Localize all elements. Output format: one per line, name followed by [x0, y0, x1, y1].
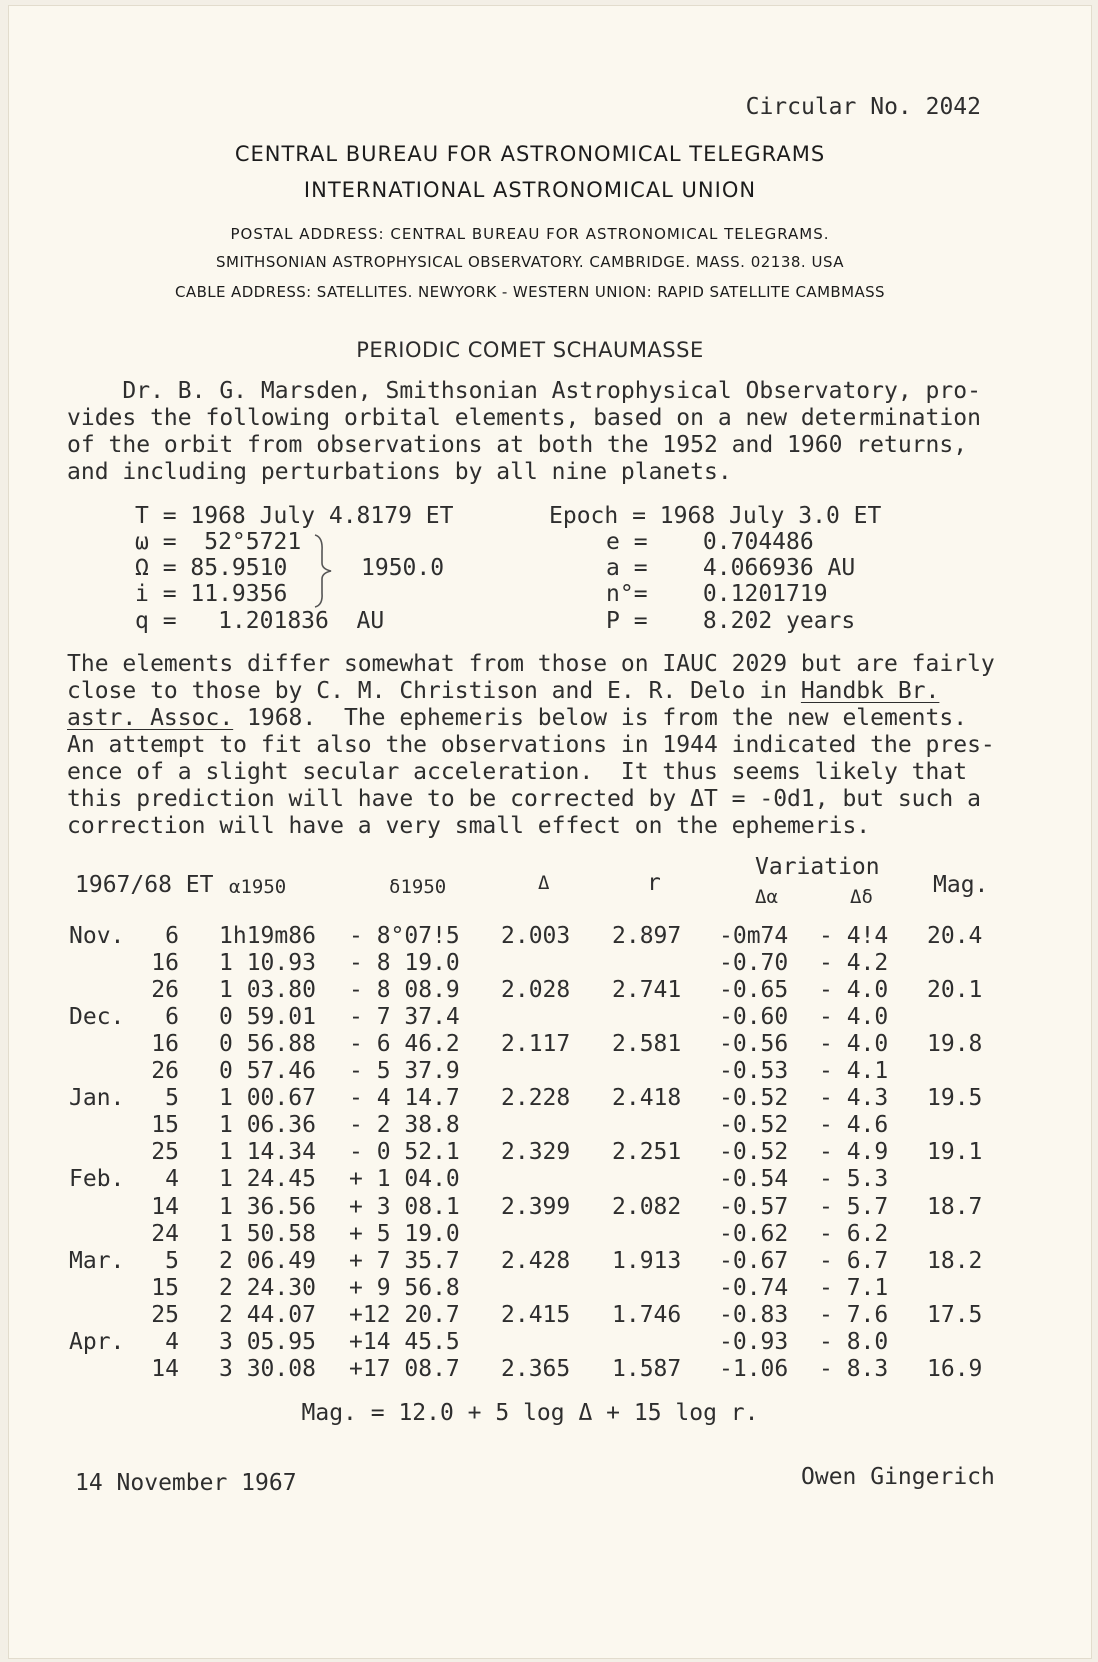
intro-line-2: vides the following orbital elements, based on a new determination	[67, 405, 981, 431]
col-header-delta: Δ	[538, 872, 550, 894]
col-header-ddec: Δδ	[850, 886, 873, 908]
row-ddec: - 6.7	[819, 1247, 889, 1274]
row-mag: 19.1	[927, 1139, 983, 1166]
row-dec: - 5 37.9	[349, 1058, 460, 1085]
row-ra: 0 59.01	[219, 1004, 316, 1031]
row-day: 4	[165, 1166, 179, 1193]
row-day: 6	[165, 923, 179, 949]
col-header-variation: Variation	[755, 854, 880, 880]
table-row	[9, 1166, 1049, 1193]
row-ra: 0 56.88	[219, 1031, 316, 1058]
row-dra: -0.74	[719, 1274, 789, 1301]
row-dra: -0.65	[719, 977, 789, 1004]
element-e: e = 0.704486	[606, 529, 814, 555]
row-dec: - 8°07!5	[349, 923, 460, 949]
table-row	[9, 1275, 1049, 1302]
row-dra: -1.06	[719, 1355, 789, 1382]
row-dec: + 3 08.1	[349, 1193, 460, 1220]
row-ra: 1 14.34	[219, 1139, 316, 1166]
journal-title-part-1: Handbk Br.	[800, 678, 940, 704]
row-ddec: - 7.1	[819, 1274, 889, 1301]
table-row	[9, 923, 1049, 950]
row-dec: - 6 46.2	[349, 1031, 460, 1058]
row-ddec: - 5.3	[819, 1166, 889, 1193]
postal-address-line-2: SMITHSONIAN ASTROPHYSICAL OBSERVATORY. CAMBRIDGE. MASS. 02138. USA	[215, 253, 845, 271]
row-day: 26	[151, 977, 179, 1004]
row-r: 2.251	[612, 1139, 682, 1166]
row-ra: 1 10.93	[219, 950, 316, 977]
table-row	[9, 1031, 1049, 1058]
row-dec: +12 20.7	[349, 1301, 460, 1328]
row-dec: + 5 19.0	[349, 1220, 460, 1247]
row-r: 2.741	[612, 977, 682, 1004]
col-header-dec: δ1950	[389, 876, 447, 898]
table-row	[9, 1302, 1049, 1329]
row-delta: 2.117	[501, 1031, 571, 1058]
row-dec: - 0 52.1	[349, 1139, 460, 1166]
row-delta: 2.329	[501, 1139, 571, 1166]
row-mag: 19.5	[927, 1085, 983, 1112]
row-ra: 1 06.36	[219, 1112, 316, 1139]
row-ddec: - 8.0	[819, 1328, 889, 1355]
row-dra: -0.67	[719, 1247, 789, 1274]
table-row	[9, 1085, 1049, 1112]
table-row	[9, 950, 1049, 977]
row-ra: 1h19m86	[219, 923, 316, 949]
row-month: Jan.	[69, 1085, 125, 1112]
row-month: Apr.	[69, 1328, 125, 1355]
issue-date: 14 November 1967	[75, 1470, 297, 1496]
row-dec: +17 08.7	[349, 1355, 460, 1382]
table-row	[9, 1004, 1049, 1031]
discussion-line-7: correction will have a very small effect on the ephemeris.	[67, 813, 871, 839]
discussion-line-3-text: 1968. The ephemeris below is from the new elements.	[233, 705, 968, 731]
row-dec: + 1 04.0	[349, 1166, 460, 1193]
row-ra: 1 36.56	[219, 1193, 316, 1220]
row-day: 25	[151, 1301, 179, 1328]
intro-line-1: Dr. B. G. Marsden, Smithsonian Astrophysical Observatory, pro-	[67, 378, 981, 404]
row-mag: 17.5	[927, 1301, 983, 1328]
row-delta: 2.415	[501, 1301, 571, 1328]
row-month: Mar.	[69, 1247, 125, 1274]
row-ddec: - 4!4	[819, 923, 889, 949]
element-P: P = 8.202 years	[606, 608, 856, 634]
article-title: PERIODIC COMET SCHAUMASSE	[356, 338, 704, 362]
row-ddec: - 4.0	[819, 1031, 889, 1058]
discussion-line-2	[67, 678, 939, 704]
table-row	[9, 1139, 1049, 1166]
row-dra: -0.54	[719, 1166, 789, 1193]
element-q: q = 1.201836 AU	[135, 608, 385, 634]
discussion-line-6: this prediction will have to be corrected by ΔT = -0d1, but such a	[67, 786, 981, 812]
row-mag: 20.4	[927, 923, 983, 949]
table-row	[9, 1221, 1049, 1248]
row-ddec: - 6.2	[819, 1220, 889, 1247]
row-ddec: - 4.9	[819, 1139, 889, 1166]
row-delta: 2.228	[501, 1085, 571, 1112]
row-dra: -0.53	[719, 1058, 789, 1085]
table-row	[9, 1329, 1049, 1356]
table-row	[9, 1058, 1049, 1085]
row-ra: 3 05.95	[219, 1328, 316, 1355]
discussion-line-1: The elements differ somewhat from those on IAUC 2029 but are fairly	[67, 651, 995, 677]
bureau-name: CENTRAL BUREAU FOR ASTRONOMICAL TELEGRAMS	[234, 142, 826, 166]
col-header-mag: Mag.	[933, 872, 989, 898]
element-T: T = 1968 July 4.8179 ET	[135, 503, 454, 529]
row-mag: 19.8	[927, 1031, 983, 1058]
row-delta: 2.428	[501, 1247, 571, 1274]
row-r: 1.913	[612, 1247, 682, 1274]
row-dec: + 7 35.7	[349, 1247, 460, 1274]
row-day: 5	[165, 1247, 179, 1274]
row-day: 24	[151, 1220, 179, 1247]
col-header-dra: Δα	[755, 886, 778, 908]
row-dec: - 8 19.0	[349, 950, 460, 977]
row-day: 26	[151, 1058, 179, 1085]
element-i: i = 11.9356	[135, 581, 288, 607]
element-epoch: Epoch = 1968 July 3.0 ET	[549, 503, 882, 529]
circular-page	[9, 6, 1091, 1658]
magnitude-formula: Mag. = 12.0 + 5 log Δ + 15 log r.	[301, 1400, 759, 1426]
col-header-date: 1967/68 ET	[75, 872, 214, 898]
row-r: 2.581	[612, 1031, 682, 1058]
row-ra: 2 24.30	[219, 1274, 316, 1301]
row-month: Dec.	[69, 1004, 125, 1031]
row-ra: 1 50.58	[219, 1220, 316, 1247]
row-day: 14	[151, 1193, 179, 1220]
row-dec: - 7 37.4	[349, 1004, 460, 1031]
row-dra: -0.52	[719, 1139, 789, 1166]
intro-line-4: and including perturbations by all nine planets.	[67, 459, 732, 485]
row-dra: -0.83	[719, 1301, 789, 1328]
row-ddec: - 4.2	[819, 950, 889, 977]
element-node: Ω = 85.9510	[135, 555, 288, 581]
row-dra: -0.52	[719, 1085, 789, 1112]
element-n: n°= 0.1201719	[606, 581, 828, 607]
postal-address-line-1: POSTAL ADDRESS: CENTRAL BUREAU FOR ASTRONOMICAL TELEGRAMS.	[230, 225, 830, 243]
journal-title-part-2: astr. Assoc.	[67, 705, 234, 731]
row-dra: -0.62	[719, 1220, 789, 1247]
row-dec: +14 45.5	[349, 1328, 460, 1355]
row-r: 1.746	[612, 1301, 682, 1328]
row-ddec: - 8.3	[819, 1355, 889, 1382]
row-ra: 3 30.08	[219, 1355, 316, 1382]
row-delta: 2.365	[501, 1355, 571, 1382]
row-mag: 16.9	[927, 1355, 983, 1382]
row-ddec: - 7.6	[819, 1301, 889, 1328]
equinox: 1950.0	[361, 555, 445, 581]
row-ddec: - 5.7	[819, 1193, 889, 1220]
row-r: 1.587	[612, 1355, 682, 1382]
row-r: 2.418	[612, 1085, 682, 1112]
row-mag: 20.1	[927, 977, 983, 1004]
circular-number: Circular No. 2042	[745, 94, 981, 120]
row-dra: -0.70	[719, 950, 789, 977]
col-header-r: r	[647, 870, 661, 896]
row-dec: - 4 14.7	[349, 1085, 460, 1112]
row-delta: 2.003	[501, 923, 571, 949]
row-day: 25	[151, 1139, 179, 1166]
row-ddec: - 4.6	[819, 1112, 889, 1139]
row-dec: - 2 38.8	[349, 1112, 460, 1139]
row-ddec: - 4.0	[819, 1004, 889, 1031]
row-day: 4	[165, 1328, 179, 1355]
row-day: 16	[151, 1031, 179, 1058]
element-a: a = 4.066936 AU	[606, 555, 856, 581]
row-dra: -0.93	[719, 1328, 789, 1355]
table-row	[9, 1112, 1049, 1139]
col-header-ra: α1950	[229, 876, 287, 898]
row-mag: 18.7	[927, 1193, 983, 1220]
cable-address: CABLE ADDRESS: SATELLITES. NEWYORK - WESTERN UNION: RAPID SATELLITE CAMBMASS	[175, 283, 885, 301]
discussion-line-5: ence of a slight secular acceleration. It thus seems likely that	[67, 759, 968, 785]
row-delta: 2.028	[501, 977, 571, 1004]
row-ra: 1 03.80	[219, 977, 316, 1004]
row-dra: -0.56	[719, 1031, 789, 1058]
row-ra: 2 44.07	[219, 1301, 316, 1328]
row-dra: -0m74	[719, 923, 789, 949]
row-dra: -0.52	[719, 1112, 789, 1139]
union-name: INTERNATIONAL ASTRONOMICAL UNION	[303, 178, 757, 202]
row-ra: 0 57.46	[219, 1058, 316, 1085]
row-r: 2.897	[612, 923, 682, 949]
row-ddec: - 4.0	[819, 977, 889, 1004]
row-ra: 1 00.67	[219, 1085, 316, 1112]
row-dra: -0.60	[719, 1004, 789, 1031]
table-row	[9, 1356, 1049, 1383]
row-day: 5	[165, 1085, 179, 1112]
table-row	[9, 1194, 1049, 1221]
row-ra: 2 06.49	[219, 1247, 316, 1274]
element-omega: ω = 52°5721	[135, 529, 302, 555]
row-delta: 2.399	[501, 1193, 571, 1220]
equinox-brace	[309, 533, 339, 609]
discussion-line-2-text: close to those by C. M. Christison and E. R. Delo in	[67, 678, 801, 704]
row-mag: 18.2	[927, 1247, 983, 1274]
row-dec: + 9 56.8	[349, 1274, 460, 1301]
signature: Owen Gingerich	[801, 1464, 995, 1490]
discussion-line-4: An attempt to fit also the observations in 1944 indicated the pres-	[67, 732, 995, 758]
row-month: Nov.	[69, 923, 125, 949]
discussion-line-3	[67, 705, 967, 731]
row-dra: -0.57	[719, 1193, 789, 1220]
row-r: 2.082	[612, 1193, 682, 1220]
row-day: 16	[151, 950, 179, 977]
row-day: 14	[151, 1355, 179, 1382]
row-ra: 1 24.45	[219, 1166, 316, 1193]
row-ddec: - 4.3	[819, 1085, 889, 1112]
row-dec: - 8 08.9	[349, 977, 460, 1004]
row-day: 15	[151, 1112, 179, 1139]
row-day: 6	[165, 1004, 179, 1031]
row-month: Feb.	[69, 1166, 125, 1193]
intro-line-3: of the orbit from observations at both the 1952 and 1960 returns,	[67, 432, 968, 458]
row-ddec: - 4.1	[819, 1058, 889, 1085]
table-row	[9, 977, 1049, 1004]
table-row	[9, 1248, 1049, 1275]
row-day: 15	[151, 1274, 179, 1301]
